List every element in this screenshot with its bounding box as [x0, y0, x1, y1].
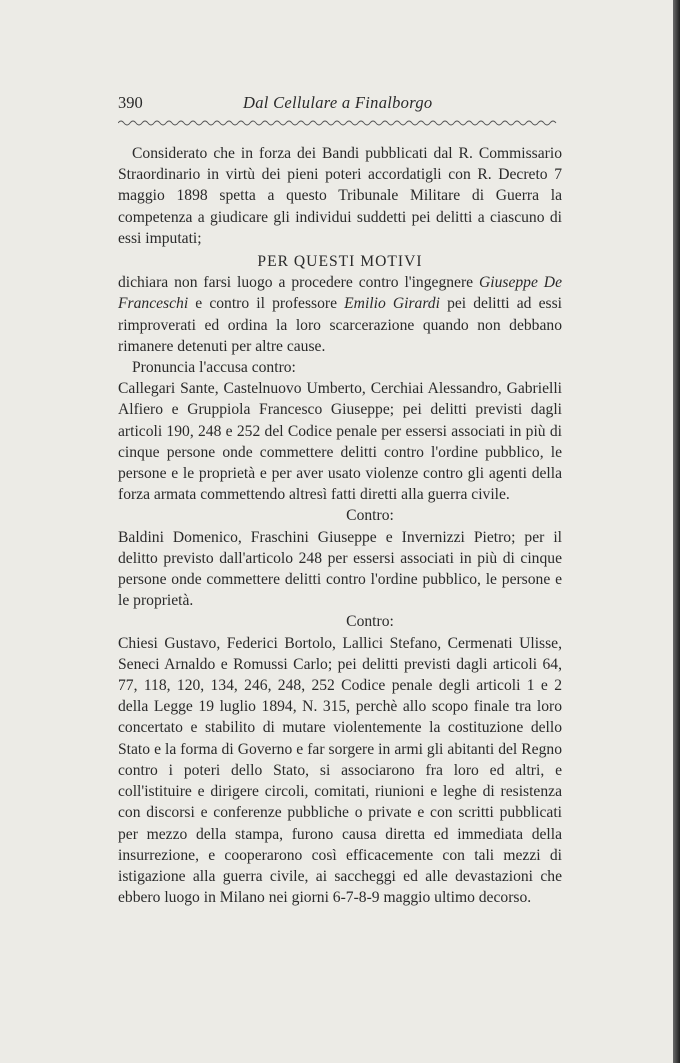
paragraph-baldini: Baldini Domenico, Fraschini Giuseppe e Invernizzi Pietro; per il delitto previsto dall'articolo 248 per essersi associati in più di cinque persone onde commettere delitti contro l'ordine pubblico, le persone e le proprietà.: [118, 528, 562, 610]
contro-heading-1: Contro:: [346, 507, 394, 525]
page-header: [118, 93, 554, 115]
page-number: 390: [118, 93, 143, 112]
paragraph-dichiara-part-2: e contro il professore: [188, 295, 345, 313]
name-de-franceschi: Giuseppe De Franceschi: [118, 274, 562, 313]
page-edge: [673, 0, 680, 1063]
paragraph-callegari: Callegari Sante, Castelnuovo Umberto, Cerchiai Alessandro, Gabrielli Alfiero e Gruppiola Francesco Giuseppe; pei delitti previsti dagli articoli 190, 248 e 252 del Codice penale per essersi associati in più di cinque persone onde commettere delitti contro l'ordine pubblico, le persone e le proprietà e per aver usato violenze contro gli agenti della forza armata commettendo altresì fatti diretti alla guerra civile.: [118, 380, 562, 504]
paragraph-dichiara-part-1: dichiara non farsi luogo a procedere contro l'ingegnere: [118, 274, 479, 292]
section-heading: PER QUESTI MOTIVI: [257, 253, 423, 271]
running-title: Dal Cellulare a Finalborgo: [243, 93, 433, 112]
body-text: [118, 143, 562, 908]
paragraph-chiesi: Chiesi Gustavo, Federici Bortolo, Lallici Stefano, Cermenati Ulisse, Seneci Arnaldo e Romussi Carlo; pei delitti previsti dagli articoli 64, 77, 118, 120, 134, 246, 248, 252 Codice penale degli articoli 1 e 2 della Legge 19 luglio 1894, N. 315, perchè allo scopo finale tra loro concertato e stabilito di mutare violentemente la costituzione dello Stato e la forma di Governo e far sorgere in armi gli abitanti del Regno contro i poteri dello Stato, si associarono fra loro ed altri, e coll'istituire e dirigere circoli, comitati, riunioni e leghe di resistenza con discorsi e conferenze pubbliche o private e con scritti pubblicati per mezzo della stampa, furono causa diretta ed immediata della insurrezione, e cooperarono così efficacemente con tali mezzi di istigazione alla guerra civile, ai saccheggi ed alle devastazioni che ebbero luogo in Milano nei giorni 6-7-8-9 maggio ultimo decorso.: [118, 634, 562, 907]
contro-heading-2: Contro:: [346, 613, 394, 631]
paragraph-dichiara-part-3: pei delitti ad essi rimproverati ed ordina la loro scarcerazione quando non debbano rimanere detenuti per altre cause.: [118, 295, 562, 355]
paragraph-considerato: Considerato che in forza dei Bandi pubblicati dal R. Commissario Straordinario in virtù dei pieni poteri accordatigli con R. Decreto 7 maggio 1898 spetta a questo Tribunale Militare di Guerra la competenza a giudicare gli individui suddetti pei delitti a ciascuno di essi imputati;: [118, 145, 562, 247]
paragraph-pronuncia: Pronuncia l'accusa contro:: [132, 359, 296, 377]
name-girardi: Emilio Girardi: [344, 295, 440, 313]
paragraph-dichiara: [118, 272, 562, 357]
wavy-rule-ornament: [118, 118, 558, 128]
